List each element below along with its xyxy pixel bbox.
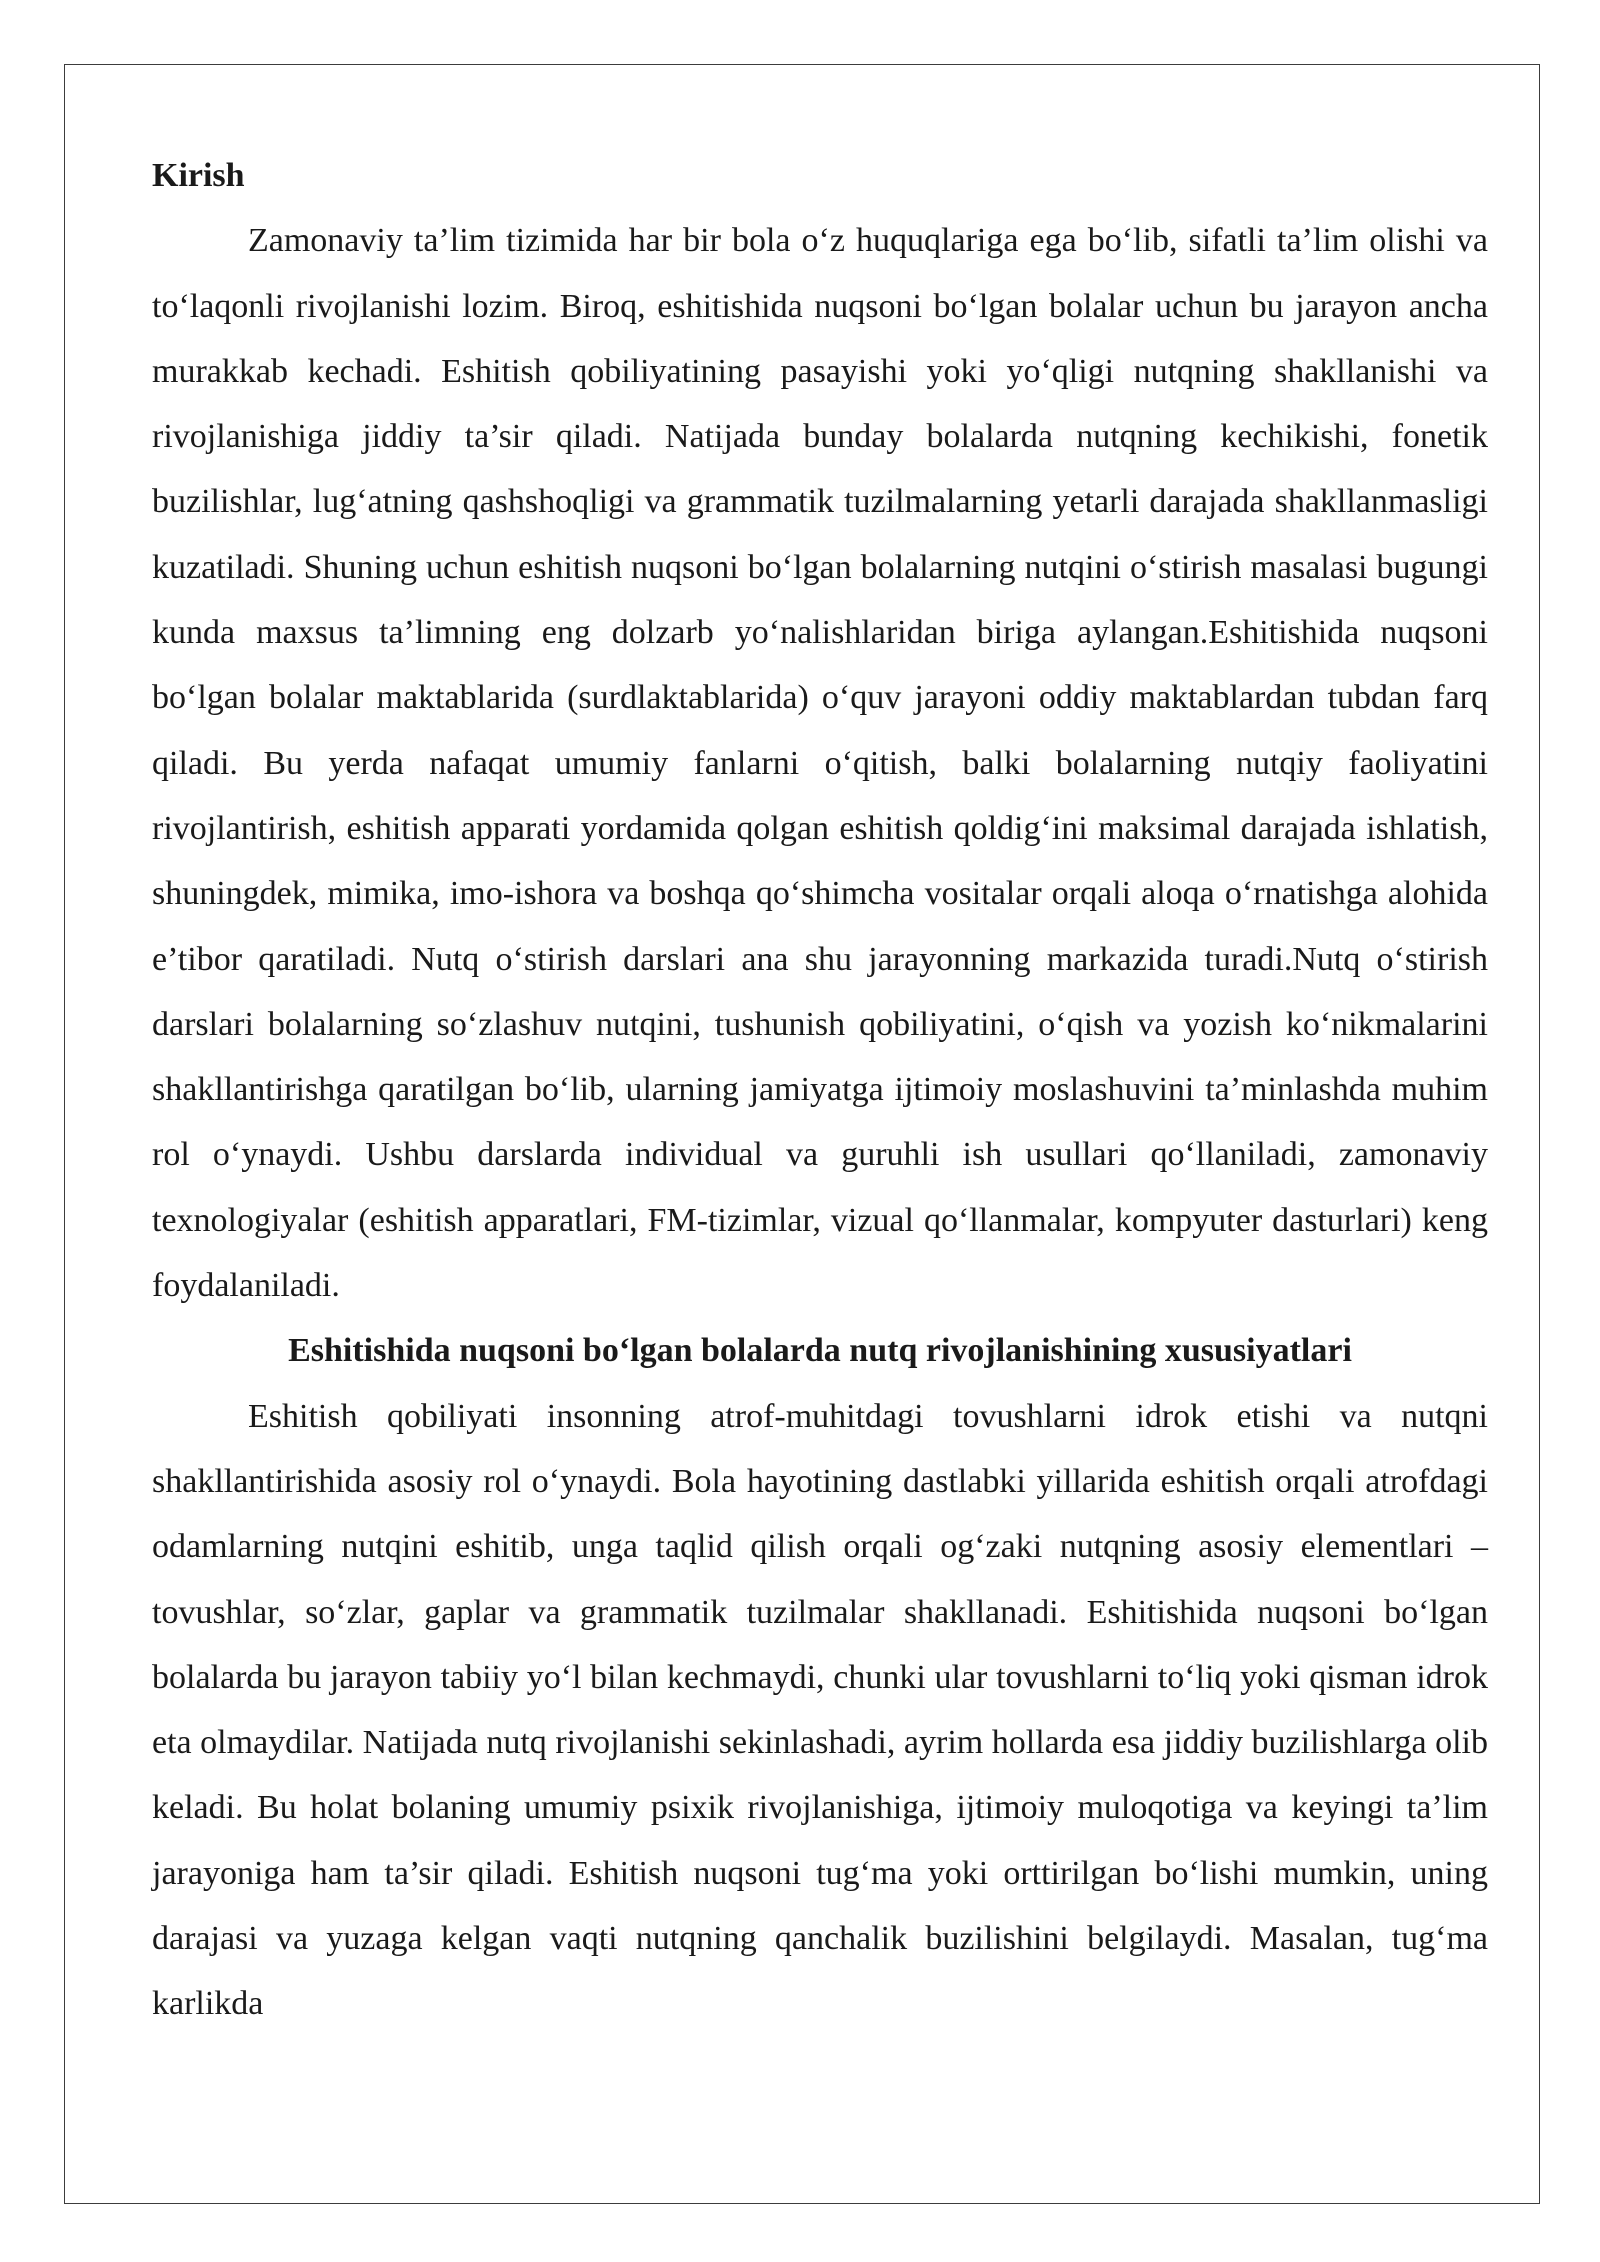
document-body	[152, 143, 1488, 2037]
intro-paragraph: Zamonaviy ta’lim tizimida har bir bola o‘z huquqlariga ega bo‘lib, sifatli ta’lim olishi va to‘laqonli rivojlanishi lozim. Biroq, eshitishida nuqsoni bo‘lgan bolalar uchun bu jarayon ancha murakkab kechadi. Eshitish qobiliyatining pasayishi yoki yo‘qligi nutqning shakllanishi va rivojlanishiga jiddiy ta’sir qiladi. Natijada bunday bolalarda nutqning kechikishi, fonetik buzilishlar, lug‘atning qashshoqligi va grammatik tuzilmalarning yetarli darajada shakllanmasligi kuzatiladi. Shuning uchun eshitish nuqsoni bo‘lgan bolalarning nutqini o‘stirish masalasi bugungi kunda maxsus ta’limning eng dolzarb yo‘nalishlaridan biriga aylangan.Eshitishida nuqsoni bo‘lgan bolalar maktablarida (surdlaktablarida) o‘quv jarayoni oddiy maktablardan tubdan farq qiladi. Bu yerda nafaqat umumiy fanlarni o‘qitish, balki bolalarning nutqiy faoliyatini rivojlantirish, eshitish apparati yordamida qolgan eshitish qoldig‘ini maksimal darajada ishlatish, shuningdek, mimika, imo-ishora va boshqa qo‘shimcha vositalar orqali aloqa o‘rnatishga alohida e’tibor qaratiladi. Nutq o‘stirish darslari ana shu jarayonning markazida turadi.Nutq o‘stirish darslari bolalarning so‘zlashuv nutqini, tushunish qobiliyatini, o‘qish va yozish ko‘nikmalarini shakllantirishga qaratilgan bo‘lib, ularning jamiyatga ijtimoiy moslashuvini ta’minlashda muhim rol o‘ynaydi. Ushbu darslarda individual va guruhli ish usullari qo‘llaniladi, zamonaviy texnologiyalar (eshitish apparatlari, FM-tizimlar, vizual qo‘llanmalar, kompyuter dasturlari) keng foydalaniladi.	[152, 222, 1488, 1305]
body-paragraph: Eshitish qobiliyati insonning atrof-muhitdagi tovushlarni idrok etishi va nutqni shakllantirishida asosiy rol o‘ynaydi. Bola hayotining dastlabki yillarida eshitish orqali atrofdagi odamlarning nutqini eshitib, unga taqlid qilish orqali og‘zaki nutqning asosiy elementlari – tovushlar, so‘zlar, gaplar va grammatik tuzilmalar shakllanadi. Eshitishida nuqsoni bo‘lgan bolalarda bu jarayon tabiiy yo‘l bilan kechmaydi, chunki ular tovushlarni to‘liq yoki qisman idrok eta olmaydilar. Natijada nutq rivojlanishi sekinlashadi, ayrim hollarda esa jiddiy buzilishlarga olib keladi. Bu holat bolaning umumiy psixik rivojlanishiga, ijtimoiy muloqotiga va keyingi ta’lim jarayoniga ham ta’sir qiladi. Eshitish nuqsoni tug‘ma yoki orttirilgan bo‘lishi mumkin, uning darajasi va yuzaga kelgan vaqti nutqning qanchalik buzilishini belgilaydi. Masalan, tug‘ma karlikda	[152, 1397, 1488, 2023]
subsection-heading: Eshitishida nuqsoni bo‘lgan bolalarda nutq rivojlanishining xususiyatlari	[288, 1332, 1352, 1370]
section-heading: Kirish	[152, 157, 245, 194]
